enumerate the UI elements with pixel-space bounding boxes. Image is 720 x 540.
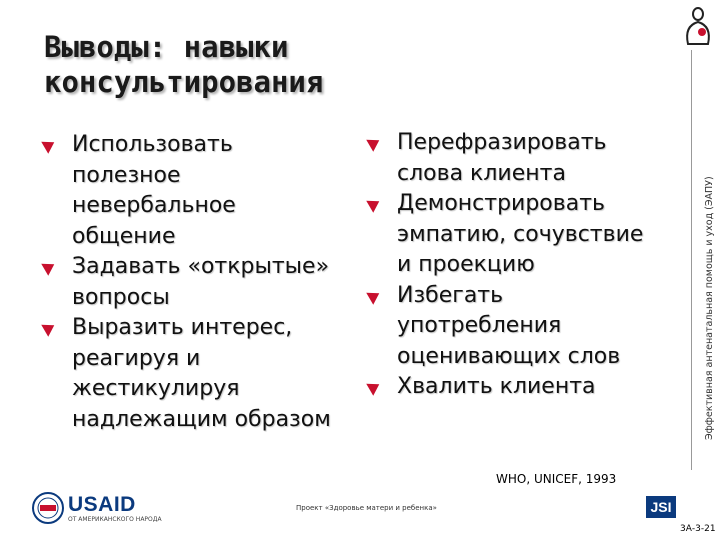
- source-citation: WHO, UNICEF, 1993: [496, 472, 617, 486]
- bullet-line: Хвалить клиента: [397, 374, 596, 399]
- bullet-item: [369, 372, 669, 403]
- sidebar-divider: [691, 50, 692, 470]
- bullet-item: [44, 130, 344, 252]
- sidebar-caption: Эффективная антенатальная помощь и уход (ЭАПУ): [704, 176, 715, 440]
- bullet-line: надлежащим образом: [72, 406, 331, 432]
- bullet-line: Использовать: [72, 132, 233, 157]
- bullet-line: Выразить интерес,: [72, 315, 293, 340]
- bullet-item: [369, 189, 669, 281]
- bullet-icon: [41, 258, 58, 276]
- bullet-line: Избегать: [397, 282, 504, 308]
- bullet-line: вопросы: [72, 284, 170, 310]
- slide-number: 3А-3-21: [680, 524, 716, 534]
- bullet-line: полезное: [72, 162, 181, 188]
- project-name: Проект «Здоровье матери и ребенка»: [296, 504, 437, 512]
- bullet-item: [369, 281, 669, 373]
- bullet-line: невербальное: [72, 193, 236, 218]
- bullet-line: Перефразировать: [397, 130, 607, 155]
- left-bullet-list: [44, 130, 344, 435]
- bullet-icon: [41, 319, 58, 337]
- mother-child-logo-icon: [680, 4, 716, 48]
- bullet-line: реагируя и: [72, 345, 201, 371]
- bullet-item: [44, 313, 344, 435]
- bullet-line: эмпатию, сочувствие: [397, 221, 644, 247]
- jsi-logo: JSI: [646, 496, 676, 518]
- bullet-icon: [366, 287, 383, 305]
- page-title: [44, 30, 604, 100]
- right-bullet-list: [369, 128, 669, 403]
- bullet-icon: [366, 134, 383, 152]
- bullet-item: [369, 128, 669, 189]
- bullet-line: Задавать «открытые»: [72, 254, 330, 279]
- usaid-logo-text: USAID: [68, 493, 136, 516]
- bullet-line: употребления: [397, 313, 562, 338]
- usaid-subtitle: ОТ АМЕРИКАНСКОГО НАРОДА: [68, 516, 162, 523]
- bullet-line: Демонстрировать: [397, 191, 605, 216]
- bullet-line: оценивающих слов: [397, 343, 621, 369]
- bullet-line: жестикулируя: [72, 376, 240, 401]
- bullet-line: и проекцию: [397, 252, 535, 277]
- bullet-icon: [366, 195, 383, 213]
- bullet-icon: [41, 136, 58, 154]
- bullet-item: [44, 252, 344, 313]
- bullet-icon: [366, 378, 383, 396]
- bullet-line: общение: [72, 223, 176, 249]
- title-line-2: консультирования: [44, 65, 324, 99]
- title-line-1: Выводы: навыки: [44, 30, 289, 64]
- bullet-line: слова клиента: [397, 160, 566, 186]
